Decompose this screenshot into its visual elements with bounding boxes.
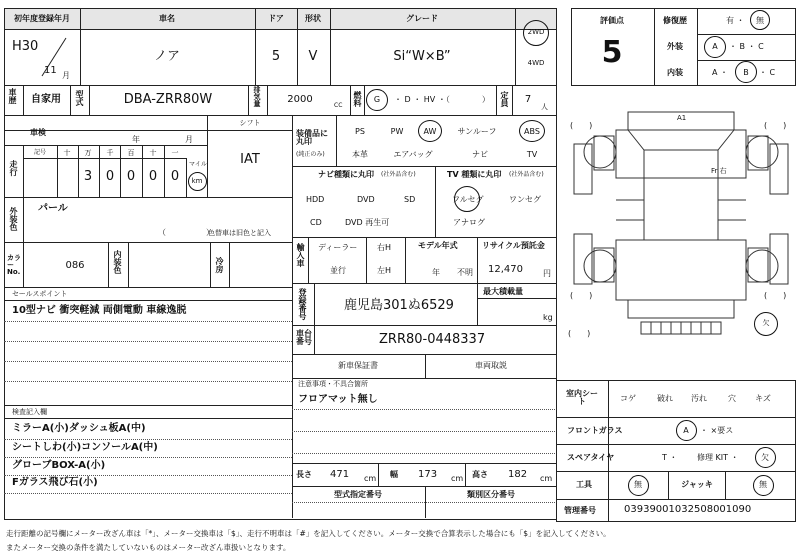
registration-label: 登録番号 bbox=[298, 288, 307, 320]
tv-sub: (社外品含む) bbox=[509, 171, 544, 178]
use-label: 車歴 bbox=[8, 88, 17, 104]
unit-ichi: 一 bbox=[171, 149, 179, 157]
inspector-line-4: Fガラス飛び石(小) bbox=[12, 477, 98, 488]
first-reg-month: 11 bbox=[44, 65, 57, 76]
new-car-warranty: 新車保証書 bbox=[338, 361, 378, 370]
vehicle-manual: 車両取説 bbox=[475, 361, 507, 370]
spare-selected: 欠 bbox=[761, 453, 769, 462]
jack-value: 無 bbox=[759, 480, 767, 489]
use-value: 自家用 bbox=[31, 94, 61, 105]
recycle-label: リサイクル預託金 bbox=[482, 241, 545, 250]
navi-sd: SD bbox=[404, 195, 416, 204]
first-reg-label: 初年度登録年月 bbox=[14, 14, 70, 23]
shift-label: シフト bbox=[239, 119, 261, 127]
sheet-yogore: 汚れ bbox=[691, 394, 707, 403]
type-designation-label: 型式指定番号 bbox=[334, 490, 382, 499]
color-note: 色替車は旧色と記入 bbox=[208, 229, 271, 237]
color-paren: （ ） bbox=[158, 228, 214, 237]
color-label: 外装色 bbox=[9, 207, 18, 231]
class-number-label: 類別区分番号 bbox=[467, 490, 515, 499]
bracket-fr: ( ) bbox=[764, 121, 787, 130]
mileage-digit-4: 0 bbox=[148, 169, 158, 184]
inspector-line-1: ミラーA(小)ダッシュ板A(中) bbox=[12, 423, 146, 434]
import-right-h: 右H bbox=[377, 243, 392, 252]
inspection-label: 車検 bbox=[30, 128, 46, 137]
length-cm: cm bbox=[364, 474, 377, 483]
equip-leather: 本革 bbox=[352, 150, 368, 159]
rating-label: 評価点 bbox=[600, 16, 624, 25]
interior-sheet-label: 室内シート bbox=[566, 389, 598, 406]
mileage-digit-3: 0 bbox=[126, 169, 136, 184]
month-unit: 月 bbox=[62, 71, 70, 80]
mileage-digit-5: 0 bbox=[170, 169, 180, 184]
height-value: 182 bbox=[508, 469, 528, 480]
model-year-unknown: 不明 bbox=[457, 268, 473, 277]
import-label: 輸入車 bbox=[296, 243, 305, 267]
bracket-ml: ( ) bbox=[568, 329, 591, 338]
navi-dvd: DVD bbox=[357, 195, 375, 204]
doors: 5 bbox=[271, 49, 281, 64]
inspection-year: 年 bbox=[132, 135, 140, 144]
management-value: 039390010325080010​90 bbox=[624, 504, 752, 515]
capacity-label: 定員 bbox=[500, 91, 509, 107]
grade: Si“W×B” bbox=[393, 49, 451, 64]
rating-score: 5 bbox=[601, 35, 623, 70]
sales-point-label: セールスポイント bbox=[12, 290, 68, 298]
tv-analog: アナログ bbox=[453, 218, 485, 227]
inspector-label: 検査記入欄 bbox=[12, 408, 47, 416]
equip-aw: AW bbox=[423, 127, 437, 136]
sales-point-text: 10型ナビ 衝突軽減 両側電動 車線逸脱 bbox=[12, 305, 187, 316]
mileage-digit-1: 3 bbox=[83, 169, 93, 184]
tv-oneseg: ワンセグ bbox=[509, 195, 541, 204]
mileage-sym-label: 記号 bbox=[33, 149, 47, 156]
equip-abs: ABS bbox=[524, 127, 540, 136]
ac-label: 冷房 bbox=[215, 257, 224, 273]
equipment-sub: (純正のみ) bbox=[296, 151, 325, 158]
equip-sunroof: サンルーフ bbox=[457, 127, 497, 136]
inspection-month: 月 bbox=[185, 135, 193, 144]
bracket-fl: ( ) bbox=[570, 121, 593, 130]
car-name: ノア bbox=[153, 49, 181, 64]
jack-label: ジャッキ bbox=[681, 480, 713, 489]
sheet-kizu: キズ bbox=[755, 394, 771, 403]
spare-repair-kit: 修理 KIT ・ bbox=[697, 453, 739, 462]
navi-cd: CD bbox=[310, 218, 322, 227]
import-parallel: 並行 bbox=[330, 266, 346, 275]
max-load-kg: kg bbox=[543, 313, 553, 322]
height-cm: cm bbox=[540, 474, 553, 483]
width-value: 173 bbox=[418, 469, 438, 480]
interior-label: 内装 bbox=[667, 68, 683, 77]
interior-a: A ・ bbox=[712, 68, 729, 77]
repair-label: 修復歴 bbox=[663, 16, 687, 25]
footer-line-1: 走行距離の記号欄にメーター改ざん車は「*」、メーター交換車は「$」、走行不明車は「#」を記入してください。メーター交換で合算表示した場合にも「$」を記入してください。 bbox=[6, 529, 611, 538]
displacement-value: 2000 bbox=[287, 94, 313, 105]
door-label: ドア bbox=[268, 14, 284, 23]
mileage-label: 走行 bbox=[9, 160, 18, 176]
shape-label: 形状 bbox=[305, 14, 321, 23]
shape: V bbox=[308, 49, 318, 64]
equip-ps: PS bbox=[355, 127, 365, 136]
tools-value: 無 bbox=[634, 480, 642, 489]
inspector-line-3: グローブBOX-A(小) bbox=[12, 460, 106, 471]
mileage-digit-2: 0 bbox=[105, 169, 115, 184]
diagram-mark-fr: Fr 右 bbox=[711, 167, 727, 175]
repair-value: 無 bbox=[756, 16, 764, 25]
color-value: パール bbox=[38, 203, 68, 214]
km-label: km bbox=[191, 177, 203, 185]
spare-tire-label: スペアタイヤ bbox=[567, 453, 615, 462]
front-glass-selected: A bbox=[683, 426, 689, 435]
fuel-rest: ・ D ・ HV ・（ ） bbox=[394, 95, 490, 104]
width-cm: cm bbox=[451, 474, 464, 483]
notes-label: 注意事項・不具合箇所 bbox=[298, 380, 368, 388]
model-value: DBA-ZRR80W bbox=[123, 92, 213, 107]
exterior-rest: ・ B ・ C bbox=[729, 42, 764, 51]
navi-sub: (社外品含む) bbox=[381, 171, 416, 178]
navi-hdd: HDD bbox=[306, 195, 325, 204]
length-label: 長さ bbox=[296, 470, 312, 479]
fuel-selected: G bbox=[373, 95, 381, 104]
width-label: 幅 bbox=[390, 470, 398, 479]
first-reg-era: H30 bbox=[12, 39, 39, 54]
import-left-h: 左H bbox=[377, 266, 392, 275]
sheet-koge: コゲ bbox=[620, 394, 636, 403]
fuel-label: 燃料 bbox=[353, 91, 362, 107]
sheet-yabure: 破れ bbox=[657, 394, 673, 403]
car-name-label: 車名 bbox=[159, 14, 175, 23]
color-no-value: 086 bbox=[65, 260, 85, 271]
front-glass-rest: ・ ×要ス bbox=[700, 426, 734, 435]
unit-sen: 千 bbox=[106, 149, 114, 157]
inspector-line-2: シートしわ(小)コンソールA(中) bbox=[12, 442, 158, 453]
grade-label: グレード bbox=[406, 14, 438, 23]
mile-label: マイル bbox=[189, 161, 207, 168]
length-value: 471 bbox=[330, 469, 350, 480]
front-glass-label: フロントガラス bbox=[567, 426, 623, 435]
tv-fullseg: フルセグ bbox=[452, 195, 484, 204]
interior-color-label: 内装色 bbox=[113, 250, 122, 274]
model-year-label: モデル年式 bbox=[418, 241, 458, 250]
tv-label: TV 種類に丸印 bbox=[447, 170, 502, 179]
notes-text: フロアマット無し bbox=[298, 394, 378, 405]
management-label: 管理番号 bbox=[564, 506, 596, 515]
equip-navi: ナビ bbox=[472, 150, 488, 159]
navi-dvd-play: DVD 再生可 bbox=[345, 218, 390, 227]
drive-4wd: 4WD bbox=[527, 59, 545, 67]
capacity-value: 7 bbox=[524, 94, 532, 105]
equip-pw: PW bbox=[390, 127, 404, 136]
equip-tv: TV bbox=[526, 150, 538, 159]
equipment-label: 装備品に丸印 bbox=[296, 129, 328, 146]
model-year-year: 年 bbox=[432, 268, 440, 277]
footer-line-2: またメーター交換の条件を満たしていないものはメーター改ざん車扱いとなります。 bbox=[6, 543, 291, 552]
cc-unit: CC bbox=[334, 102, 343, 109]
max-load-label: 最大積載量 bbox=[483, 287, 523, 296]
model-label: 型式 bbox=[75, 90, 84, 106]
repair-options: 有 ・ bbox=[726, 16, 745, 25]
interior-rest: ・ C bbox=[759, 68, 776, 77]
recycle-value: 12,470 bbox=[488, 264, 523, 275]
recycle-yen: 円 bbox=[543, 269, 551, 278]
capacity-unit: 人 bbox=[541, 103, 548, 111]
displacement-label: 排気量 bbox=[253, 86, 261, 107]
exterior-selected: A bbox=[712, 42, 718, 51]
import-dealer: ディーラー bbox=[318, 243, 358, 252]
interior-selected: B bbox=[743, 68, 749, 77]
color-no-label: カラーNo. bbox=[7, 254, 21, 276]
chassis-value: ZRR80-0448337 bbox=[379, 332, 486, 347]
registration-value: 鹿児島301ぬ6529 bbox=[344, 298, 454, 313]
unit-man: 万 bbox=[84, 149, 92, 157]
chassis-label: 車台番号 bbox=[296, 329, 312, 346]
diagram-mark-a1: A1 bbox=[677, 114, 687, 122]
diagram-mark-missing: 欠 bbox=[762, 319, 770, 327]
navi-label: ナビ種類に丸印 bbox=[318, 170, 374, 179]
unit-jyu-man: 十 bbox=[63, 149, 71, 157]
spare-t: T ・ bbox=[662, 453, 678, 462]
tools-label: 工具 bbox=[576, 480, 592, 489]
drive-2wd: 2WD bbox=[527, 28, 545, 36]
bracket-rr: ( ) bbox=[764, 291, 787, 300]
bracket-rl: ( ) bbox=[570, 291, 593, 300]
unit-hyaku: 百 bbox=[127, 149, 135, 157]
equip-airbag: エアバッグ bbox=[393, 150, 433, 159]
exterior-label: 外装 bbox=[667, 42, 683, 51]
height-label: 高さ bbox=[472, 470, 488, 479]
shift-value: IAT bbox=[240, 152, 260, 167]
sheet-ana: 穴 bbox=[728, 394, 736, 403]
unit-jyu: 十 bbox=[149, 149, 157, 157]
